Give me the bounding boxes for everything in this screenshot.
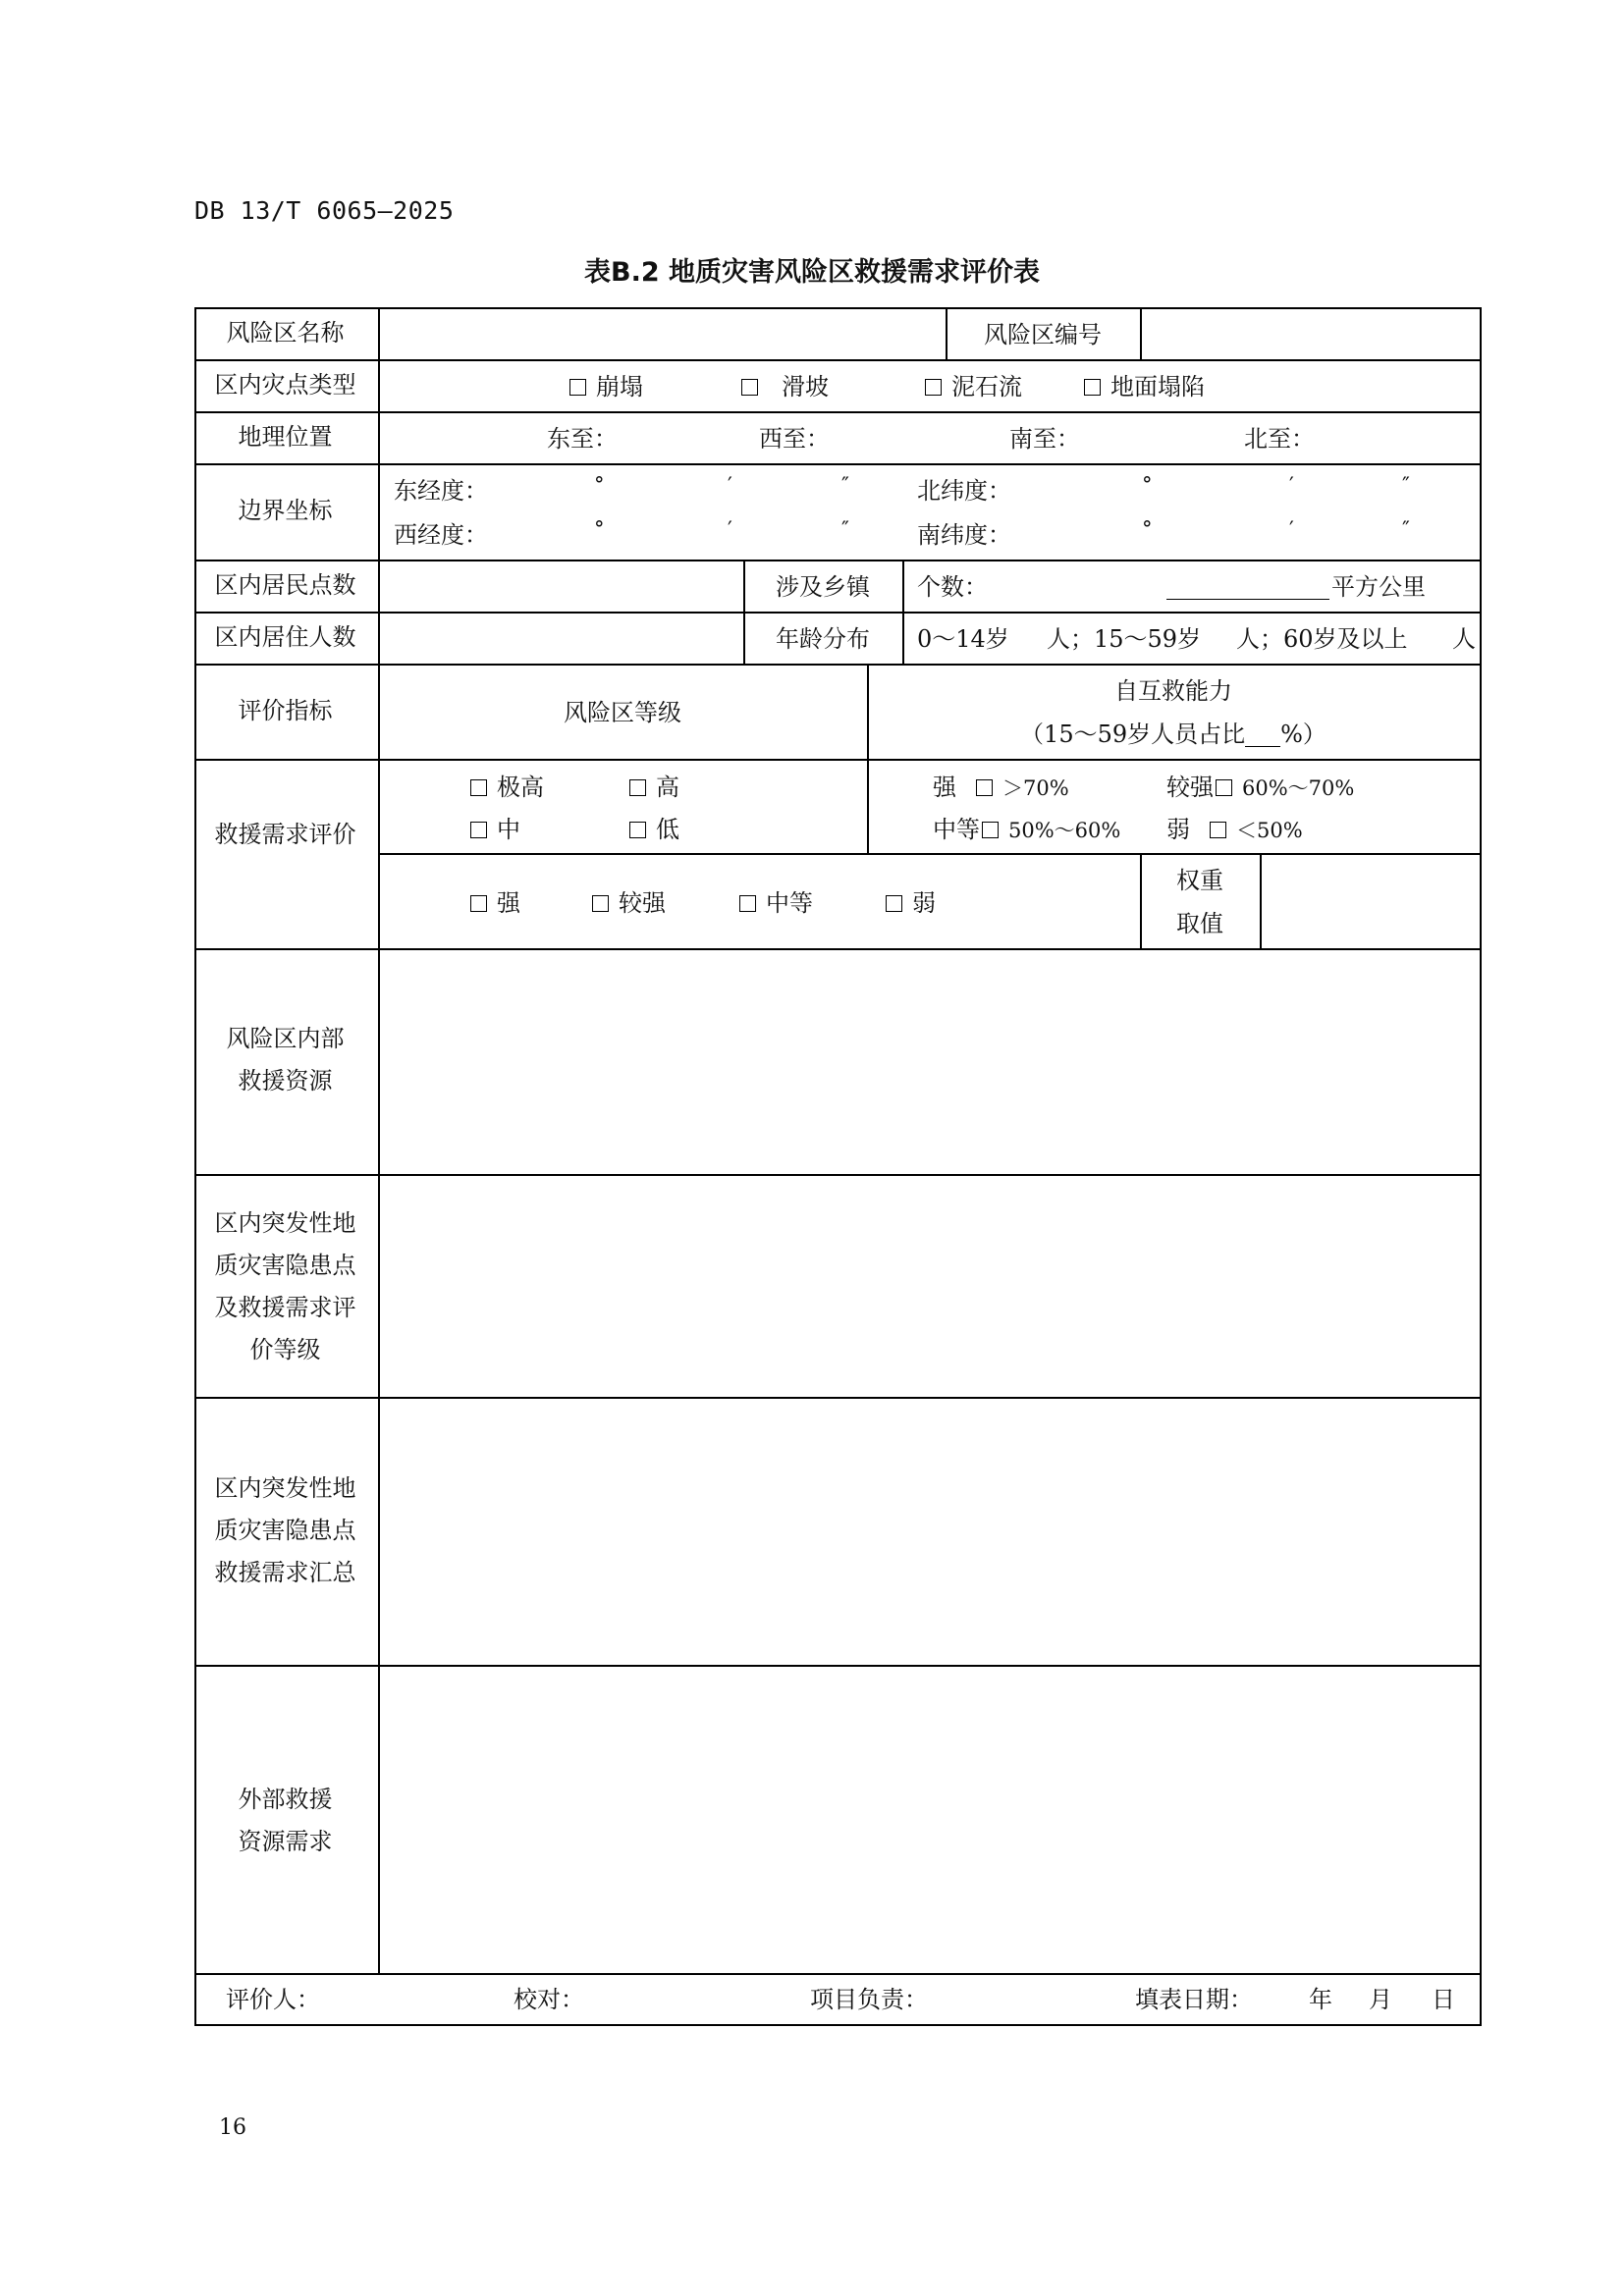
fill-date-label[interactable]: 填表日期： [1135,1986,1253,2013]
weight-label-line2: 取值 [1176,910,1223,937]
age-unit: 人 [1452,625,1476,653]
external-resources-label-2: 资源需求 [238,1828,333,1855]
south-latitude-label: 南纬度： [917,521,1011,549]
minute-symbol: ′ [728,473,732,497]
internal-resources-label-2: 救援资源 [238,1067,333,1095]
location-label: 地理位置 [238,423,333,451]
external-resources-field[interactable] [381,1668,1479,1971]
towns-label: 涉及乡镇 [776,573,870,601]
checkbox-icon[interactable] [1216,779,1232,796]
date-month: 月 [1369,1986,1392,2013]
project-lead-label[interactable]: 项目负责： [810,1986,928,2013]
evaluator-label[interactable]: 评价人： [226,1986,320,2013]
risk-level-medium[interactable]: 中 [470,818,520,841]
demand-strong[interactable]: 强 [470,891,520,915]
checkbox-icon[interactable] [741,379,758,396]
boundary-label: 边界坐标 [238,497,333,524]
degree-symbol: ° [1142,517,1153,541]
sudden-hazard-grade-label-4: 价等级 [249,1336,321,1363]
age-distribution-label: 年龄分布 [776,625,870,653]
date-day: 日 [1432,1986,1455,2013]
zone-code-label: 风险区编号 [984,321,1102,348]
north-latitude-label: 北纬度： [917,477,1011,505]
minute-symbol: ′ [1289,517,1294,541]
zone-name-label: 风险区名称 [226,319,345,347]
checkbox-icon[interactable] [1084,379,1101,396]
self-rescue-header: 自互救能力 [1114,677,1232,705]
internal-resources-field[interactable] [381,951,1479,1172]
indicator-label: 评价指标 [238,697,333,724]
sudden-hazard-summary-label-2: 质灾害隐患点 [214,1517,356,1544]
count-label: 个数： [917,573,988,601]
checkbox-icon[interactable] [470,779,487,796]
checkbox-icon[interactable] [739,895,756,912]
checkbox-icon[interactable] [470,822,487,838]
population-label: 区内居住人数 [214,623,356,651]
weight-value-field[interactable] [1263,856,1479,946]
sudden-hazard-summary-label-3: 救援需求汇总 [214,1559,356,1586]
external-resources-label-1: 外部救援 [238,1786,333,1813]
checkbox-icon[interactable] [1210,822,1226,838]
zone-code-field[interactable] [1143,310,1479,357]
demand-weak[interactable]: 弱 [886,891,936,915]
population-field[interactable] [381,614,742,662]
sudden-hazard-summary-field[interactable] [381,1400,1479,1663]
hazard-type-label: 区内灾点类型 [214,371,356,399]
demand-fairly-strong[interactable]: 较强 [592,891,666,915]
second-symbol: ″ [1402,517,1410,541]
sudden-hazard-grade-label-1: 区内突发性地 [214,1209,356,1237]
checkbox-icon[interactable] [925,379,942,396]
hazard-option-subsidence[interactable]: 地面塌陷 [1084,375,1205,399]
degree-symbol: ° [1142,473,1153,497]
checkbox-icon[interactable] [976,779,993,796]
age-15-59: 人；15～59岁 [1047,625,1202,653]
risk-level-low[interactable]: 低 [629,818,679,841]
second-symbol: ″ [841,517,849,541]
location-north[interactable]: 北至： [1244,425,1315,453]
residential-count-label: 区内居民点数 [214,571,356,599]
sudden-hazard-grade-label-2: 质灾害隐患点 [214,1252,356,1279]
ability-strong[interactable]: 强 ＞70% [933,774,1069,801]
date-year: 年 [1309,1986,1332,2013]
table-title: 表B.2 地质灾害风险区救援需求评价表 [583,257,1041,288]
degree-symbol: ° [594,517,605,541]
checkbox-icon[interactable] [592,895,609,912]
demand-evaluation-label: 救援需求评价 [214,821,356,848]
minute-symbol: ′ [1289,473,1294,497]
checkbox-icon[interactable] [982,822,999,838]
page-number: 16 [219,2115,246,2140]
age-0-14: 0～14岁 [917,625,1009,653]
checkbox-icon[interactable] [886,895,902,912]
risk-level-header: 风险区等级 [564,699,681,726]
location-east[interactable]: 东至： [547,425,618,453]
ability-weak[interactable]: 弱 ＜50% [1166,816,1303,843]
second-symbol: ″ [841,473,849,497]
weight-label-line1: 权重 [1176,867,1223,894]
checkbox-icon[interactable] [569,379,586,396]
ratio-input-line[interactable] [1245,722,1280,747]
sudden-hazard-summary-label-1: 区内突发性地 [214,1474,356,1502]
east-longitude-label: 东经度： [394,477,488,505]
hazard-option-debris-flow[interactable]: 泥石流 [925,375,1022,399]
checkbox-icon[interactable] [629,779,646,796]
west-longitude-label: 西经度： [394,521,488,549]
location-west[interactable]: 西至： [759,425,830,453]
risk-level-high[interactable]: 高 [629,775,679,799]
minute-symbol: ′ [728,517,732,541]
ability-medium[interactable]: 中等 50%～60% [933,816,1121,843]
hazard-option-collapse[interactable]: 崩塌 [569,375,643,399]
area-unit: 平方公里 [1331,573,1426,601]
sudden-hazard-grade-label-3: 及救援需求评 [214,1294,356,1321]
document-code: DB 13/T 6065—2025 [194,196,455,225]
checkbox-icon[interactable] [629,822,646,838]
sudden-hazard-grade-field[interactable] [381,1177,1479,1395]
internal-resources-label-1: 风险区内部 [226,1025,345,1052]
location-south[interactable]: 南至： [1009,425,1080,453]
second-symbol: ″ [1402,473,1410,497]
degree-symbol: ° [594,473,605,497]
checkbox-icon[interactable] [470,895,487,912]
proofreader-label[interactable]: 校对： [514,1986,584,2013]
zone-name-field[interactable] [381,310,945,357]
demand-medium[interactable]: 中等 [739,891,813,915]
risk-level-very-high[interactable]: 极高 [470,775,544,799]
ability-fairly-strong[interactable]: 较强 60%～70% [1166,774,1355,801]
age-60-plus: 人；60岁及以上 [1236,625,1408,653]
area-input-line[interactable] [1166,599,1329,600]
residential-count-field[interactable] [381,562,742,610]
hazard-option-landslide[interactable]: 滑坡 [741,375,829,399]
self-rescue-note: （15～59岁人员占比 %） [1020,721,1326,748]
